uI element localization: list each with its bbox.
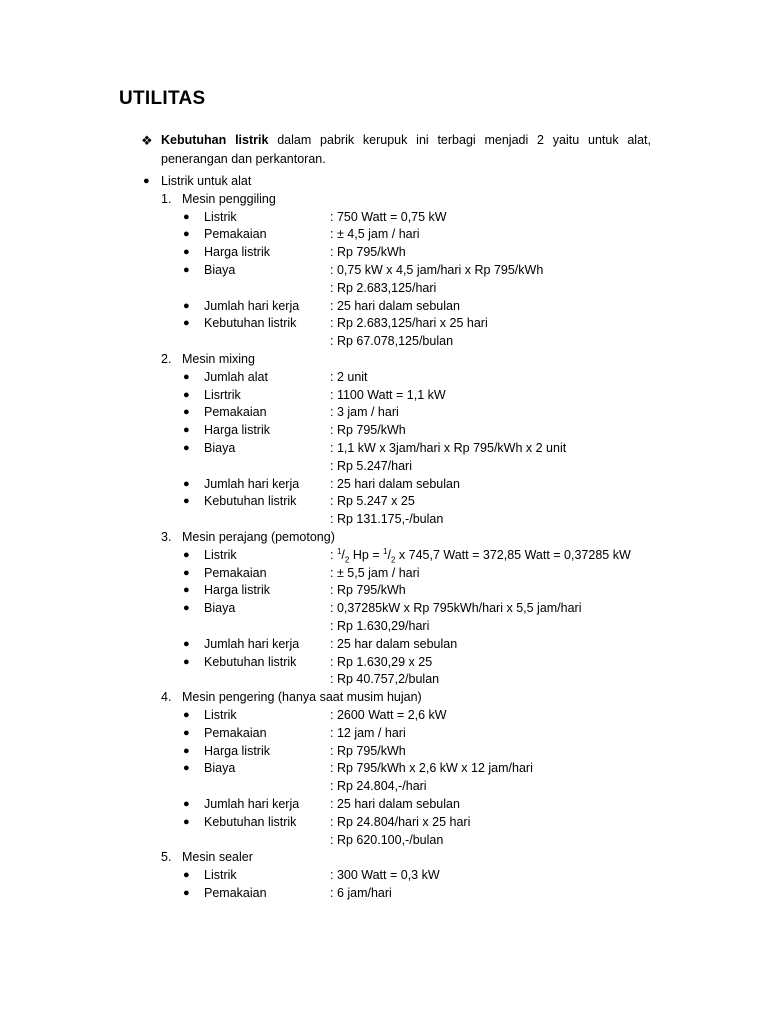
row-label: Jumlah alat: [204, 369, 268, 384]
bullet-icon: ●: [183, 406, 190, 419]
row-label: Kebutuhan listrik: [204, 814, 297, 829]
row-value-continued: : Rp 620.100,-/bulan: [330, 832, 444, 847]
bullet-icon: ●: [183, 228, 190, 241]
row-label: Pemakaian: [204, 565, 267, 580]
row-value: : 12 jam / hari: [330, 725, 406, 740]
row-value: : 25 hari dalam sebulan: [330, 298, 460, 313]
bullet-icon: ●: [183, 709, 190, 721]
row-label: Jumlah hari kerja: [204, 476, 300, 491]
row-value: : Rp 5.247 x 25: [330, 494, 415, 509]
row-value: : $^1/_2$ $Hp = ^1/_2$ x 745,7 Watt = 372,85 Watt = 0,37285 kW: [330, 546, 631, 565]
bullet-icon: ●: [183, 548, 190, 561]
row-value: : 1100 Watt = 1,1 kW: [330, 387, 446, 402]
row-value: : Rp 795/kWh: [330, 743, 406, 758]
bullet-icon: ●: [183, 637, 190, 650]
intro-bold-term: Kebutuhan listrik: [161, 133, 269, 147]
row-label: Harga listrik: [204, 583, 270, 598]
row-label: Harga listrik: [204, 245, 270, 260]
row-label: Biaya: [204, 263, 236, 277]
row-value: : Rp 795/kWh: [330, 423, 406, 438]
intro-text-1: dalam pabrik kerupuk ini terbagi menjadi 2 yaitu untuk alat,: [277, 133, 651, 147]
row-value: : 1,1 kW x 3jam/hari x Rp 795/kWh x 2 unit: [330, 441, 567, 455]
bullet-icon: ●: [183, 602, 190, 615]
row-value: : Rp 795/kWh: [330, 245, 406, 260]
row-label: Jumlah hari kerja: [204, 636, 300, 651]
row-label: Pemakaian: [204, 405, 267, 420]
bullet-icon: ●: [183, 566, 190, 579]
bullet-icon: ●: [183, 388, 190, 401]
section-heading: Listrik untuk alat: [161, 174, 252, 188]
row-value-continued: : Rp 1.630,29/hari: [330, 619, 430, 633]
row-label: Kebutuhan listrik: [204, 654, 297, 669]
row-value: : ± 4,5 jam / hari: [330, 227, 420, 242]
row-value: : Rp 24.804/hari x 25 hari: [330, 814, 471, 829]
bullet-icon: ●: [183, 477, 190, 490]
machine-name: Mesin mixing: [182, 352, 255, 366]
row-label: Harga listrik: [204, 423, 270, 438]
bullet-icon: ●: [183, 798, 190, 810]
diamond-bullet-icon: ❖: [141, 133, 153, 148]
machine-number: 5.: [161, 850, 172, 865]
bullet-icon: ●: [183, 442, 190, 454]
intro-line-2: penerangan dan perkantoran.: [161, 152, 326, 166]
machine-name: Mesin sealer: [182, 850, 253, 865]
row-label: Biaya: [204, 601, 236, 616]
bullet-icon: ●: [183, 655, 190, 668]
machine-number: 2.: [161, 352, 172, 366]
row-value: : 2 unit: [330, 369, 368, 384]
row-label: Jumlah hari kerja: [204, 797, 300, 811]
row-label: Pemakaian: [204, 725, 267, 740]
row-label: Listrik: [204, 868, 237, 883]
row-label: Listrik: [204, 547, 237, 562]
row-value: : 2600 Watt = 2,6 kW: [330, 708, 447, 722]
bullet-icon: ●: [183, 210, 190, 223]
page-title: UTILITAS: [119, 88, 206, 109]
intro-line-1: [161, 131, 651, 150]
row-value: : ± 5,5 jam / hari: [330, 565, 420, 580]
row-value: : 25 hari dalam sebulan: [330, 797, 460, 811]
machine-number: 4.: [161, 690, 172, 705]
row-label: Pemakaian: [204, 227, 267, 242]
machine-name: Mesin pengering (hanya saat musim hujan): [182, 690, 422, 705]
row-value: : Rp 2.683,125/hari x 25 hari: [330, 316, 488, 331]
bullet-icon: ●: [183, 762, 190, 775]
row-value: : 750 Watt = 0,75 kW: [330, 209, 447, 224]
machine-name: Mesin penggiling: [182, 191, 276, 206]
row-label: Jumlah hari kerja: [204, 298, 300, 313]
row-label: Listrik: [204, 209, 237, 224]
bullet-icon: ●: [183, 726, 190, 739]
bullet-icon: ●: [183, 370, 190, 383]
bullet-icon: ●: [183, 744, 190, 757]
bullet-icon: ●: [183, 815, 190, 828]
row-value: : Rp 795/kWh x 2,6 kW x 12 jam/hari: [330, 761, 533, 776]
machine-name: Mesin perajang (pemotong): [182, 530, 335, 544]
machine-number: 3.: [161, 530, 172, 544]
row-value: : Rp 795/kWh: [330, 583, 406, 598]
machine-number: 1.: [161, 191, 172, 206]
row-value: : 25 hari dalam sebulan: [330, 476, 460, 491]
bullet-icon: ●: [183, 869, 190, 882]
row-value-continued: : Rp 131.175,-/bulan: [330, 512, 444, 527]
row-label: Biaya: [204, 761, 236, 776]
row-label: Biaya: [204, 441, 236, 455]
bullet-icon: ●: [183, 424, 190, 437]
bullet-icon: ●: [183, 264, 190, 276]
row-value: : 6 jam/hari: [330, 886, 392, 900]
bullet-icon: ●: [143, 175, 150, 187]
row-label: Kebutuhan listrik: [204, 494, 297, 509]
row-value: : 300 Watt = 0,3 kW: [330, 868, 440, 883]
row-value: : 0,75 kW x 4,5 jam/hari x Rp 795/kWh: [330, 263, 544, 277]
row-value: : 0,37285kW x Rp 795kWh/hari x 5,5 jam/hari: [330, 601, 582, 616]
bullet-icon: ●: [183, 317, 190, 330]
row-label: Lisrtrik: [204, 387, 241, 402]
row-value: : Rp 1.630,29 x 25: [330, 654, 433, 669]
bullet-icon: ●: [183, 887, 190, 899]
bullet-icon: ●: [183, 584, 190, 597]
row-label: Listrik: [204, 708, 237, 722]
row-value: : 3 jam / hari: [330, 405, 399, 420]
row-label: Kebutuhan listrik: [204, 316, 297, 331]
row-value: : 25 har dalam sebulan: [330, 636, 458, 651]
row-label: Harga listrik: [204, 743, 270, 758]
row-value-continued: : Rp 40.757,2/bulan: [330, 672, 440, 687]
row-value-continued: : Rp 67.078,125/bulan: [330, 334, 454, 349]
bullet-icon: ●: [183, 246, 190, 259]
row-value-continued: : Rp 2.683,125/hari: [330, 280, 437, 295]
bullet-icon: ●: [183, 495, 190, 508]
row-value-continued: : Rp 5.247/hari: [330, 458, 412, 473]
row-value-continued: : Rp 24.804,-/hari: [330, 779, 427, 794]
bullet-icon: ●: [183, 299, 190, 312]
row-label: Pemakaian: [204, 886, 267, 900]
